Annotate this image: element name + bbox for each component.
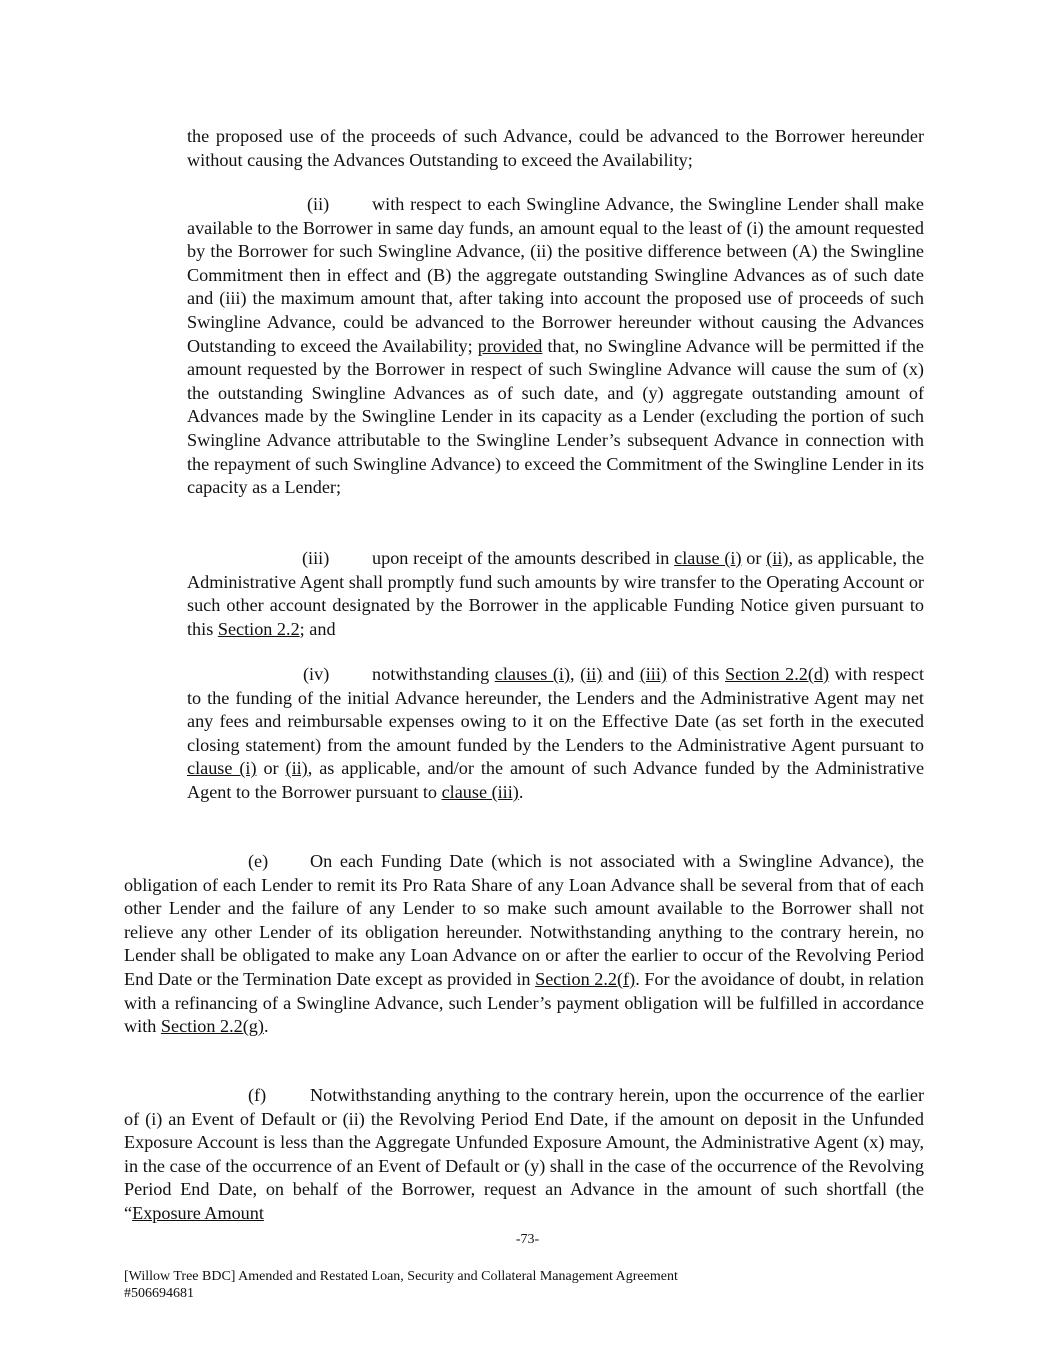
ref-section-2-2-d: Section 2.2(d): [725, 664, 830, 684]
ref-clause-iii: (iii): [639, 664, 667, 684]
paragraph-ii: (ii) with respect to each Swingline Advance, the Swingline Lender shall make available to the Borrower in same day funds, an amount equal to the least of (i) the amount requested by the Borrower for such Swingline Advance, (ii) the positive difference between (A) the Swingline Commitment then in effect and (B) the aggregate outstanding Swingline Advances as of such date and (iii) the maximum amount that, after taking into account the proposed use of proceeds of such Swingline Advance, could be advanced to the Borrower hereunder without causing the Advances Outstanding to exceed the Availability; provided that, no Swingline Advance will be permitted if the amount requested by the Borrower in respect of such Swingline Advance will cause the sum of (x) the outstanding Swingline Advances as of such date, and (y) aggregate outstanding amount of Advances made by the Swingline Lender in its capacity as a Lender (excluding the portion of such Swingline Advance attributable to the Swingline Lender’s subsequent Advance in connection with the repayment of such Swingline Advance) to exceed the Commitment of the Swingline Lender in its capacity as a Lender;: [187, 194, 924, 498]
ref-clause-ii: (ii): [580, 664, 603, 684]
paragraph-iii: (iii) upon receipt of the amounts described in clause (i) or (ii), as applicable, the Administrative Agent shall promptly fund such amounts by wire transfer to the Operating Account or such other account designated by the Borrower in the applicable Funding Notice given pursuant to this Section 2.2; and: [187, 548, 925, 639]
document-footer: [124, 1268, 678, 1302]
link-provided: provided: [477, 335, 543, 356]
paragraph-iv: (iv) notwithstanding clauses (i), (ii) and (iii) of this Section 2.2(d) with respect to the funding of the initial Advance hereunder, the Lenders and the Administrative Agent may net any fees and reimbursable expenses owing to it on the Effective Date (as set forth in the executed closing statement) from the amount funded by the Lenders to the Administrative Agent pursuant to clause (i) or (ii), as applicable, and/or the amount of such Advance funded by the Administrative Agent to the Borrower pursuant to clause (iii).: [187, 664, 925, 802]
ref-clause-i: clause (i): [674, 548, 742, 568]
defined-term-exposure-amount: Exposure Amount: [132, 1202, 264, 1223]
paragraph-f: (f) Notwithstanding anything to the contrary herein, upon the occurrence of the earlier of (i) an Event of Default or (ii) the Revolving Period End Date, if the amount on deposit in the Unfunded Exposure Account is less than the Aggregate Unfunded Exposure Amount, the Administrative Agent (x) may, in the case of the occurrence of an Event of Default or (y) shall in the case of the occurrence of the Revolving Period End Date, on behalf of the Borrower, request an Advance in the amount of such shortfall (the “Exposure Amount: [124, 1085, 924, 1223]
ref-clause-iii-2: clause (iii): [441, 781, 519, 802]
ref-clause-i-2: clause (i): [187, 758, 257, 779]
footer-doc-id: #506694681: [124, 1286, 194, 1301]
ref-clause-ii-2: (ii): [285, 758, 308, 779]
clause-label-iv: (iv): [303, 664, 330, 684]
ref-clause-ii: (ii): [766, 548, 789, 568]
footer-title: [Willow Tree BDC] Amended and Restated Loan, Security and Collateral Management Agreement: [124, 1269, 678, 1284]
clause-label-f: (f): [248, 1085, 267, 1105]
ref-section-2-2-f: Section 2.2(f): [535, 968, 636, 989]
ref-section-2-2: Section 2.2: [217, 618, 300, 639]
paragraph-e: (e) On each Funding Date (which is not associated with a Swingline Advance), the obligation of each Lender to remit its Pro Rata Share of any Loan Advance shall be several from that of each other Lender and the failure of any Lender to so make such amount available to the Borrower shall not relieve any other Lender of its obligation hereunder. Notwithstanding anything to the contrary herein, no Lender shall be obligated to make any Loan Advance on or after the earlier to occur of the Revolving Period End Date or the Termination Date except as provided in Section 2.2(f). For the avoidance of doubt, in relation with a refinancing of a Swingline Advance, such Lender’s payment obligation will be fulfilled in accordance with Section 2.2(g).: [124, 851, 924, 1037]
clause-label-e: (e): [248, 851, 269, 871]
ref-section-2-2-g: Section 2.2(g): [160, 1016, 264, 1037]
ref-clauses-i: clauses (i): [494, 664, 570, 684]
paragraph-continuation: the proposed use of the proceeds of such Advance, could be advanced to the Borrower hereunder without causing the Advances Outstanding to exceed the Availability;: [187, 126, 924, 170]
clause-label-ii: (ii): [307, 194, 330, 214]
page-number: -73-: [515, 1232, 540, 1247]
clause-label-iii: (iii): [302, 548, 330, 568]
